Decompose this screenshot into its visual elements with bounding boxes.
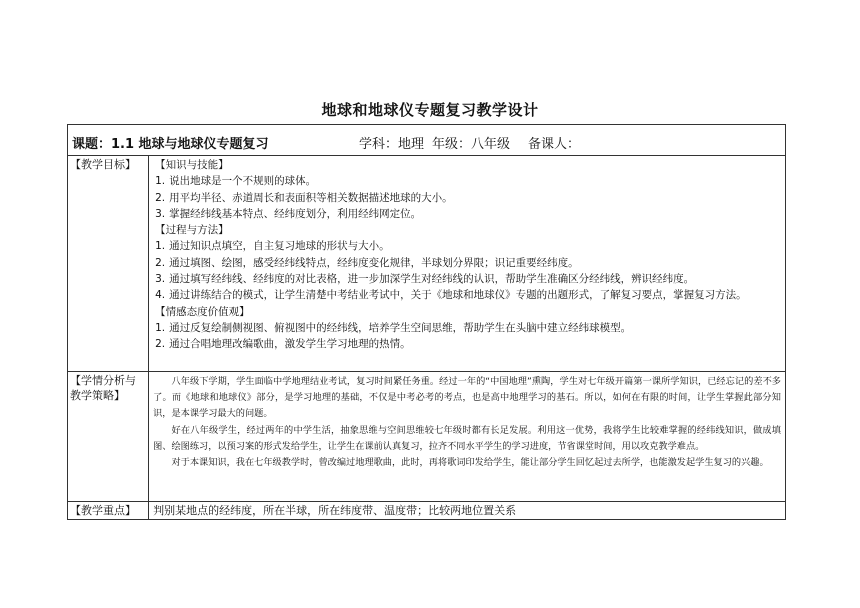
key-points-content: 判别某地点的经纬度，所在半球，所在纬度带、温度带；比较两地位置关系: [149, 502, 786, 520]
header-cell: [68, 125, 786, 156]
subject-field: 学科：地理: [359, 137, 425, 152]
process-item: 3. 通过填写经纬线、经纬度的对比表格，进一步加深学生对经纬线的认识，帮助学生准确区分经纬线，辨识经纬度。: [155, 273, 695, 286]
emotion-item: 2. 通过合唱地理改编歌曲，激发学生学习地理的热情。: [155, 338, 411, 351]
emotion-item: 1. 通过反复绘制侧视图、俯视图中的经纬线，培养学生空间思维，帮助学生在头脑中建立经纬球模型。: [155, 321, 632, 334]
lesson-title: 课题：1.1 地球与地球仪专题复习: [72, 137, 269, 152]
process-item: 4. 通过讲练结合的模式，让学生清楚中考结业考试中，关于《地球和地球仪》专题的出题形式，了解复习要点，掌握复习方法。: [155, 289, 747, 302]
header-meta: [359, 133, 588, 152]
knowledge-item: 2. 用平均半径、赤道周长和表面积等相关数据描述地球的大小。: [155, 191, 453, 204]
strategy-paragraph: 对于本课知识，我在七年级教学时，曾改编过地理歌曲，此时，再将歌词印发给学生，能让部分学生回忆起过去所学，也能激发起学生复习的兴趣。: [171, 457, 769, 469]
knowledge-item: 3. 掌握经纬线基本特点、经纬度划分，利用经纬网定位。: [155, 207, 422, 220]
strategy-paragraph: 八年级下学期，学生面临中学地理结业考试，复习时间紧任务重。经过一年的“中国地理”熏陶，学生对七年级开篇第一课所学知识，已经忘记的差不多了。而《地球和地球仪》部分，是学习地理的基础，不仅是中考必考的考点，也是高中地理学习的基石。所以，如何在有限的时间，让学生掌握此部分知识，是本课学习最大的问题。: [153, 376, 781, 420]
header-row: [68, 125, 786, 156]
strategy-content: [149, 372, 786, 502]
key-points-label: 【教学重点】: [68, 502, 149, 520]
strategy-paragraph: 好在八年级学生，经过两年的中学生活，抽象思维与空间思维较七年级时都有长足发展。利用这一优势，我将学生比较难掌握的经纬线知识，做成填图、绘图练习，以预习案的形式发给学生，让学生在课前认真复习，拉齐不同水平学生的学习进度，节省课堂时间，用以攻克教学难点。: [153, 424, 781, 452]
emotion-heading: 【情感态度价值观】: [155, 305, 250, 318]
grade-field: 年级：八年级: [432, 137, 511, 152]
goals-content: [149, 156, 786, 372]
knowledge-heading: 【知识与技能】: [155, 159, 229, 171]
process-item: 1. 通过知识点填空，自主复习地球的形状与大小。: [155, 240, 390, 253]
process-heading: 【过程与方法】: [155, 224, 229, 237]
goals-label: 【教学目标】: [68, 156, 149, 372]
knowledge-item: 1. 说出地球是一个不规则的球体。: [155, 175, 317, 188]
preparer-field: 备课人：: [528, 137, 581, 152]
key-points-row: [68, 502, 786, 520]
lesson-plan-table: [67, 124, 786, 520]
strategy-label: 【学情分析与教学策略】: [68, 372, 149, 502]
process-item: 2. 通过填图、绘图，感受经纬线特点，经纬度变化规律，半球划分界限；识记重要经纬度。: [155, 256, 579, 269]
goals-row: [68, 156, 786, 372]
page-title: 地球和地球仪专题复习教学设计: [321, 101, 539, 119]
strategy-row: [68, 372, 786, 502]
